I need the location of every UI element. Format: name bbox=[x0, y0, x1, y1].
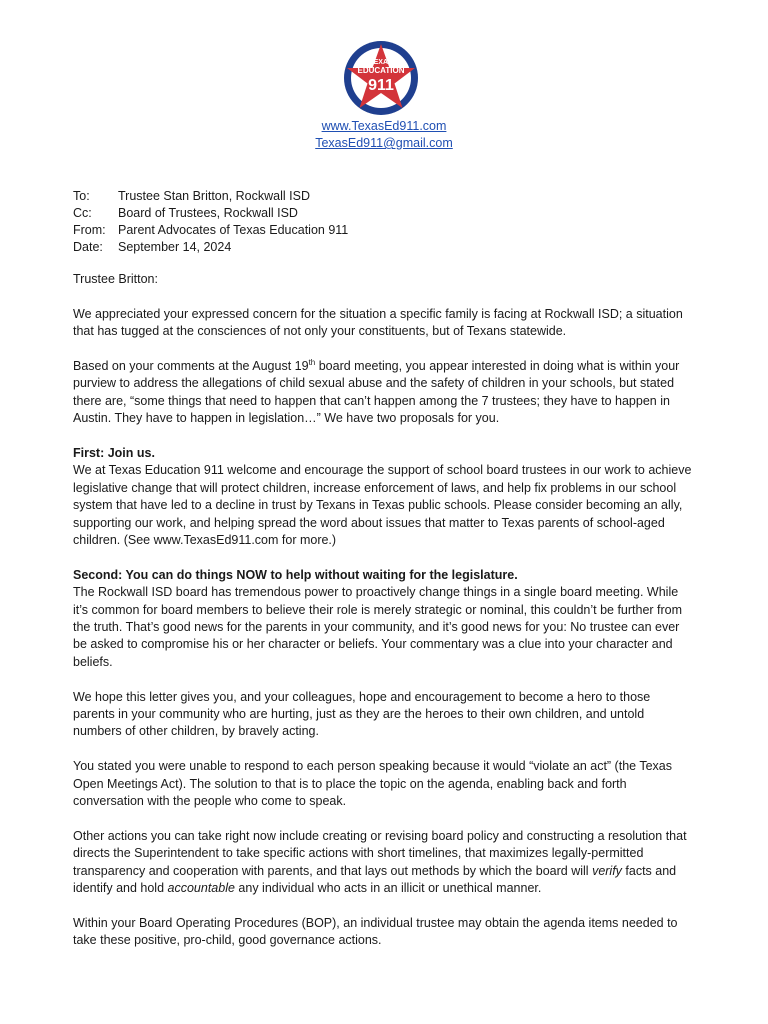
logo-text-line1: TEXAS bbox=[369, 59, 393, 66]
paragraph-7-part-b: facts and identify and hold bbox=[73, 863, 677, 896]
emphasis-verify: verify bbox=[592, 863, 622, 878]
memo-date-label: Date: bbox=[73, 240, 103, 254]
memo-date-value: September 14, 2024 bbox=[118, 240, 232, 254]
paragraph-3: We at Texas Education 911 welcome and encourage the support of school board trustees in our work to achieve legislative change that will protect children, increase enforcement of laws, and help fix problems in our school system that have led to a decline in trust by Texans in Texas public schools. Please consider becoming an ally, supporting our work, and helping spread the word about issues that matter to Texas parents of school-aged children. (See www.TexasEd911.com for more.) bbox=[73, 463, 692, 548]
paragraph-5: We hope this letter gives you, and your colleagues, hope and encouragement to become a hero to those parents in your community who are hurting, just as they are the heroes to their own children, and untold numbers of other children, by bravely acting. bbox=[73, 689, 651, 739]
memo-cc-label: Cc: bbox=[73, 206, 92, 220]
contact-website-row bbox=[0, 119, 768, 133]
memo-from-value: Parent Advocates of Texas Education 911 bbox=[118, 223, 349, 237]
memo-cc-row bbox=[73, 205, 348, 222]
logo-text-line2: EDUCATION bbox=[357, 66, 405, 75]
memo-date-row bbox=[73, 239, 348, 256]
paragraph-7 bbox=[73, 828, 693, 898]
memo-header bbox=[73, 188, 348, 256]
memo-from-row bbox=[73, 222, 348, 239]
paragraph-7-part-a: Other actions you can take right now include creating or revising board policy and constructing a resolution that directs the Superintendent to take specific actions with short timelines, that maximizes legally-permitted transparency and cooperation with parents, and that lays out methods by which the board will bbox=[73, 828, 687, 878]
memo-to-value: Trustee Stan Britton, Rockwall ISD bbox=[118, 189, 310, 203]
memo-to-row bbox=[73, 188, 348, 205]
paragraph-1: We appreciated your expressed concern for the situation a specific family is facing at Rockwall ISD; a situation that has tugged at the consciences of not only your constituents, but of Texans statewide. bbox=[73, 306, 683, 339]
paragraph-2-part-a: Based on your comments at the August 19 bbox=[73, 359, 309, 373]
website-link[interactable]: www.TexasEd911.com bbox=[321, 119, 447, 133]
logo-text-line3: 911 bbox=[368, 77, 394, 94]
paragraph-2 bbox=[73, 358, 693, 428]
heading-first: First: Join us. bbox=[73, 446, 155, 461]
letter-body bbox=[73, 271, 693, 967]
paragraph-4: The Rockwall ISD board has tremendous power to proactively change things in a single board meeting. While it’s common for board members to believe their role is merely strategic or nominal, this couldn’t be further from the truth. That’s good news for the parents in your community, and it’s good news for you: No trustee can ever be asked to compromise his or her character or beliefs. Your commentary was a clue into your character and beliefs. bbox=[73, 585, 683, 669]
texas-education-911-logo bbox=[343, 40, 419, 116]
memo-to-label: To: bbox=[73, 189, 90, 203]
heading-second: Second: You can do things NOW to help without waiting for the legislature. bbox=[73, 567, 518, 582]
memo-from-label: From: bbox=[73, 223, 106, 237]
paragraph-8: Within your Board Operating Procedures (BOP), an individual trustee may obtain the agenda items needed to take these positive, pro-child, good governance actions. bbox=[73, 915, 678, 948]
paragraph-2-part-b: board meeting, you appear interested in doing what is within your purview to address the allegations of child sexual abuse and the safety of children in your schools, but stated there are, “some things that need to happen that can’t happen among the 7 trustees; they have to happen in Austin. They have to happen in legislation…” We have two proposals for you. bbox=[73, 359, 680, 426]
emphasis-accountable: accountable bbox=[167, 881, 235, 896]
ordinal-suffix: th bbox=[308, 357, 316, 367]
email-link[interactable]: TexasEd911@gmail.com bbox=[315, 136, 453, 150]
paragraph-6: You stated you were unable to respond to each person speaking because it would “violate an act” (the Texas Open Meetings Act). The solution to that is to place the topic on the agenda, enabling back and forth conversation with the people who come to speak. bbox=[73, 759, 672, 809]
paragraph-7-part-c: any individual who acts in an illicit or unethical manner. bbox=[234, 881, 542, 896]
salutation: Trustee Britton: bbox=[73, 272, 158, 286]
memo-cc-value: Board of Trustees, Rockwall ISD bbox=[118, 206, 298, 220]
contact-email-row bbox=[0, 136, 768, 150]
